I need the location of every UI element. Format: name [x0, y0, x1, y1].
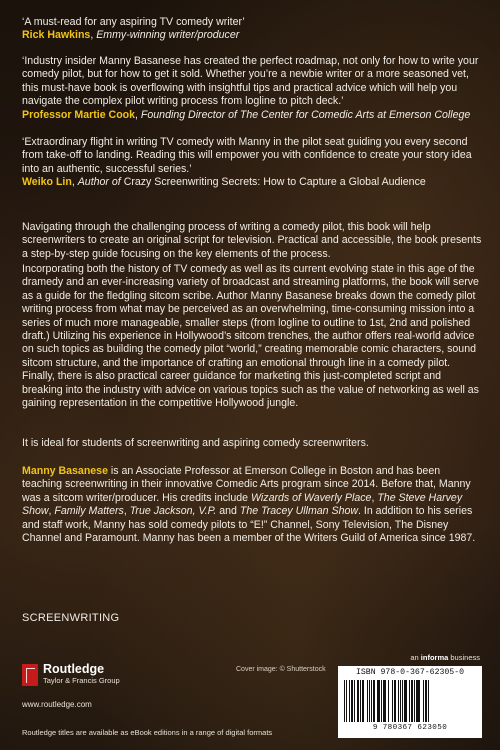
description-paragraph: Incorporating both the history of TV comedy as well as its current evolving state in this age of the dramedy and an ever-increasing variety of broadcast and streaming platforms, the book will serve as a guide for the fledgling sitcom scribe. Author Manny Basanese breaks down the comedy pilot writing process from what may be perceived as an overwhelming, time-consuming mission into a series of much more manageable, smaller steps (from logline to outline to 1st, 2nd and polished draft.) Utilizing his experience in Hollywood’s sitcom trenches, the author offers real-world advice on such topics as building the comedy pilot “world,” creating memorable comic characters, sound sitcom structure, and the importance of crafting an emotional through line in a comedy pilot. Finally, there is also practical career guidance for marketing this just-completed script and breaking into the industry with advice on various topics such as the value of networking as well as gaining representation in the competitive Hollywood jungle.: [22, 263, 479, 410]
quote-text: ‘Industry insider Manny Basanese has created the perfect roadmap, not only for how to write your comedy pilot, but for how to get it sold. Whether you’re a newbie writer or a more seasoned vet, this must-have book is overflowing with insightful tips and practical advice which will help you navigate the complex pilot writing process from logline to pitch deck.’: [22, 55, 479, 108]
barcode-bar: [429, 680, 430, 722]
bio-text: . In addition to his series and staff work, Manny has sold comedy pilots to “E!” Channel, Sony Television, The Disney Channel and Paramount. Manny has been a member of the Writers Guild of America since 1987.: [22, 505, 476, 545]
bio-text: is an Associate Professor at Emerson College in Boston and has been teaching screenwriting in their innovative Comedic Arts program since 2014. Before that, Manny was a sitcom writer/producer. His credits include: [22, 465, 471, 504]
separator: ,: [48, 505, 55, 518]
ebook-availability-note: Routledge titles are available as eBook editions in a range of digital formats: [22, 728, 273, 737]
quote-author: Rick Hawkins: [22, 29, 91, 42]
quote-weiko-lin: ‘Extraordinary flight in writing TV comedy with Manny in the pilot seat guiding you every second from take-off to landing. Reading this will empower you with confidence to create your story idea into an authentic, successful series.’ Weiko Lin, Author of Crazy Screenwriting Secrets: How to Capture a Global Audience: [22, 136, 482, 190]
publisher-group: Taylor & Francis Group: [43, 676, 120, 685]
quote-text: ‘A must-read for any aspiring TV comedy writer’: [22, 16, 245, 28]
credit-show: The Tracey Ullman Show: [239, 505, 359, 518]
credit-show: The Steve Harvey Show: [22, 491, 463, 518]
routledge-logo-icon: [22, 664, 38, 686]
separator: and: [216, 505, 240, 518]
quote-author-role: Founding Director of The Center for Comedic Arts at Emerson College: [140, 108, 471, 121]
author-bio: [22, 465, 482, 545]
isbn-text: ISBN 978-0-367-62305-0: [355, 668, 465, 677]
quote-rick-hawkins: ‘A must-read for any aspiring TV comedy writer’ Rick Hawkins, Emmy-winning writer/producer: [22, 16, 482, 43]
credit-show: True Jackson, V.P.: [129, 505, 217, 518]
informa-business-label: [410, 653, 480, 662]
quote-martie-cook: ‘Industry insider Manny Basanese has created the perfect roadmap, not only for how to write your comedy pilot, but for how to get it sold. Whether you’re a newbie writer or a more seasoned vet, this must-have book is overflowing with insightful tips and practical advice which will help you navigate the complex pilot writing process from logline to pitch deck.’ Professor Martie Cook, Founding Director of The Center for Comedic Arts at Emerson College: [22, 55, 482, 122]
author-name: Manny Basanese: [22, 465, 108, 477]
audience-paragraph: It is ideal for students of screenwriting and aspiring comedy screenwriters.: [22, 437, 369, 449]
credit-show: Family Matters: [54, 505, 124, 518]
informa-brand: informa: [420, 653, 449, 662]
quote-author-book-title: Crazy Screenwriting Secrets: How to Capture a Global Audience: [123, 176, 426, 189]
intro-paragraph: Navigating through the challenging process of writing a comedy pilot, this book will help screenwriters to create an original script for television. Practical and accessible, the book presents a step-by-step guide focusing on the key elements of the process.: [22, 221, 482, 260]
publisher-url: www.routledge.com: [22, 700, 92, 709]
subject-category: SCREENWRITING: [22, 612, 120, 624]
separator: ,: [123, 505, 130, 518]
barcode-digits: 9 780367 623050: [372, 724, 448, 732]
barcode-bars: [344, 680, 476, 722]
isbn-barcode: [338, 666, 482, 738]
informa-prefix: an: [410, 653, 419, 662]
quote-text: ‘Extraordinary flight in writing TV comedy with Manny in the pilot seat guiding you every second from take-off to landing. Reading this will empower you with confidence to create your story idea into an authentic, successful series.’: [22, 136, 472, 175]
quote-author-role: Emmy-winning writer/producer: [96, 29, 240, 42]
quote-author: Weiko Lin: [22, 176, 72, 189]
routledge-logo: [22, 664, 120, 686]
quote-author: Professor Martie Cook: [22, 108, 136, 121]
credit-show: Wizards of Waverly Place: [251, 491, 372, 504]
cover-image-credit: Cover image: © Shutterstock: [236, 666, 326, 673]
separator: ,: [371, 491, 378, 504]
informa-suffix: business: [450, 653, 480, 662]
publisher-name: Routledge: [43, 662, 105, 676]
isbn-number: [342, 668, 478, 677]
quote-author-role-prefix: Author of: [77, 176, 121, 189]
